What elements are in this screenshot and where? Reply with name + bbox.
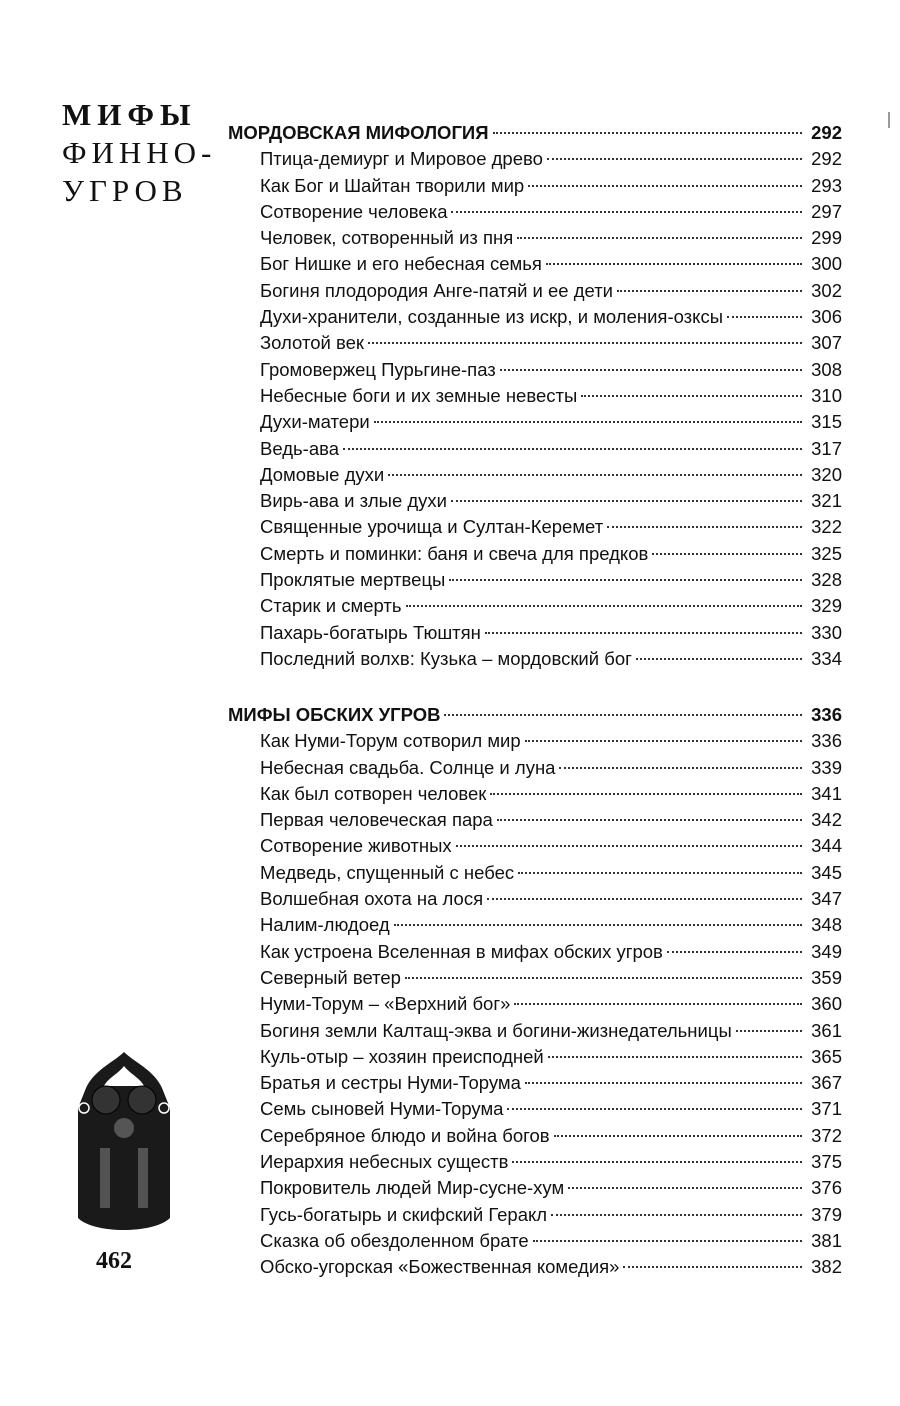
dot-leader <box>623 1266 802 1268</box>
dot-leader <box>500 369 802 371</box>
dot-leader <box>406 605 803 607</box>
toc-entry-page: 345 <box>811 861 842 883</box>
toc-entry-title: Северный ветер <box>260 966 401 988</box>
toc-entry <box>228 620 842 646</box>
toc-entry <box>228 860 842 886</box>
toc-entry-title: Смерть и поминки: баня и свеча для предков <box>260 542 649 564</box>
toc-entry-page: 299 <box>811 227 842 249</box>
toc-entry-title: Обско-угорская «Божественная комедия» <box>260 1256 620 1278</box>
toc-entry <box>228 833 842 859</box>
dot-leader <box>525 740 802 742</box>
toc-entry-page: 382 <box>811 1256 842 1278</box>
toc-entry-page: 321 <box>811 490 842 512</box>
toc-entry <box>228 436 842 462</box>
toc-entry <box>228 304 842 330</box>
dot-leader <box>405 977 802 979</box>
dot-leader <box>525 1082 802 1084</box>
toc-entry-page: 310 <box>811 384 842 406</box>
toc-entry-title: Покровитель людей Мир-сусне-хум <box>260 1177 565 1199</box>
toc-entry-title: Братья и сестры Нуми-Торума <box>260 1072 521 1094</box>
toc-entry-title: Сотворение человека <box>260 200 448 222</box>
toc-entry <box>228 1202 842 1228</box>
toc-entry-title: Богиня земли Калтащ-эква и богини-жизнедательницы <box>260 1019 732 1041</box>
toc-entry-title: Птица-демиург и Мировое древо <box>260 148 543 170</box>
toc-entry <box>228 755 842 781</box>
toc-entry-page: 344 <box>811 835 842 857</box>
toc-entry-title: Гусь-богатырь и скифский Геракл <box>260 1203 548 1225</box>
toc-entry-title: Вирь-ава и злые духи <box>260 490 447 512</box>
toc-entry-page: 381 <box>811 1229 842 1251</box>
dot-leader <box>497 819 802 821</box>
toc-entry-page: 348 <box>811 914 842 936</box>
toc-entry-title: Священные урочища и Султан-Керемет <box>260 516 604 538</box>
toc-entry-title: Старик и смерть <box>260 595 402 617</box>
toc-entry-page: 322 <box>811 516 842 538</box>
toc-entry-title: Пахарь-богатырь Тюштян <box>260 621 481 643</box>
toc-entry <box>228 567 842 593</box>
toc-entry-page: 371 <box>811 1098 842 1120</box>
toc-entry-page: 365 <box>811 1045 842 1067</box>
toc-entry-page: 347 <box>811 888 842 910</box>
toc-entry-title: Сотворение животных <box>260 835 452 857</box>
toc-entry-page: 315 <box>811 411 842 433</box>
toc-entry <box>228 1018 842 1044</box>
toc-entry-page: 336 <box>811 730 842 752</box>
toc-entry-title: Налим-людоед <box>260 914 390 936</box>
toc-entry-title: Домовые духи <box>260 463 385 485</box>
toc-entry-page: 341 <box>811 782 842 804</box>
toc-entry <box>228 781 842 807</box>
dot-leader <box>485 632 802 634</box>
toc-entry <box>228 1254 842 1280</box>
toc-entry-page: 302 <box>811 279 842 301</box>
toc-entry-page: 372 <box>811 1124 842 1146</box>
toc-entry <box>228 1044 842 1070</box>
dot-leader <box>727 316 802 318</box>
dot-leader <box>388 474 802 476</box>
toc-entry <box>228 225 842 251</box>
toc-entry-title: Семь сыновей Нуми-Торума <box>260 1098 504 1120</box>
dot-leader <box>374 421 802 423</box>
dot-leader <box>568 1187 802 1189</box>
dot-leader <box>548 1056 802 1058</box>
toc-entry-page: 329 <box>811 595 842 617</box>
dot-leader <box>444 714 802 716</box>
section-title-line-3: УГРОВ <box>62 173 188 208</box>
toc-entry-page: 293 <box>811 174 842 196</box>
toc-entry <box>228 939 842 965</box>
toc-entry <box>228 886 842 912</box>
dot-leader <box>636 658 802 660</box>
toc-entry <box>228 541 842 567</box>
dot-leader <box>487 898 802 900</box>
toc-entry-page: 367 <box>811 1072 842 1094</box>
toc-entry-page: 306 <box>811 306 842 328</box>
toc-entry <box>228 409 842 435</box>
toc-entry-page: 342 <box>811 809 842 831</box>
dot-leader <box>559 767 802 769</box>
toc-entry-title: Нуми-Торум – «Верхний бог» <box>260 993 511 1015</box>
toc-entry <box>228 251 842 277</box>
toc-entry-title: Бог Нишке и его небесная семья <box>260 253 542 275</box>
toc-entry-page: 360 <box>811 993 842 1015</box>
toc-entry <box>228 1070 842 1096</box>
toc-entry-title: Ведь-ава <box>260 437 340 459</box>
toc-section-heading <box>228 120 842 146</box>
dot-leader <box>517 237 802 239</box>
toc-entry-title: Небесная свадьба. Солнце и луна <box>260 756 556 778</box>
toc-entry-title: Медведь, спущенный с небес <box>260 861 515 883</box>
toc-entry-title: Духи-хранители, созданные из искр, и моления-озксы <box>260 306 724 328</box>
toc-entry <box>228 807 842 833</box>
page-number: 462 <box>96 1248 132 1274</box>
dot-leader <box>607 526 802 528</box>
dot-leader <box>518 872 802 874</box>
toc-entry <box>228 488 842 514</box>
dot-leader <box>554 1135 802 1137</box>
toc-entry-title: Золотой век <box>260 332 364 354</box>
toc-entry-page: 361 <box>811 1019 842 1041</box>
toc-entry <box>228 1123 842 1149</box>
toc-entry-title: Первая человеческая пара <box>260 809 493 831</box>
toc-entry <box>228 1175 842 1201</box>
toc-entry-page: 292 <box>811 122 842 143</box>
toc-entry-page: 307 <box>811 332 842 354</box>
toc-entry-title: Проклятые мертвецы <box>260 569 446 591</box>
dot-leader <box>551 1214 802 1216</box>
section-title-line-2: ФИННО- <box>62 135 217 170</box>
toc-entry-title: Богиня плодородия Анге-патяй и ее дети <box>260 279 614 301</box>
toc-entry-page: 300 <box>811 253 842 275</box>
amulet-illustration <box>64 1048 184 1238</box>
dot-leader <box>451 211 802 213</box>
toc-entry <box>228 1096 842 1122</box>
toc-entry-title: Как устроена Вселенная в мифах обских угров <box>260 940 663 962</box>
toc-entry <box>228 593 842 619</box>
toc-entry <box>228 1149 842 1175</box>
toc-entry <box>228 646 842 672</box>
dot-leader <box>546 263 802 265</box>
dot-leader <box>456 845 802 847</box>
toc-entry-page: 292 <box>811 148 842 170</box>
toc-entry-page: 379 <box>811 1203 842 1225</box>
dot-leader <box>528 185 802 187</box>
dot-leader <box>449 579 802 581</box>
toc-entry-page: 336 <box>811 704 842 725</box>
scan-mark <box>888 112 890 128</box>
toc-entry-page: 349 <box>811 940 842 962</box>
toc-entry-title: Громовержец Пурьгине-паз <box>260 358 496 380</box>
dot-leader <box>736 1030 802 1032</box>
toc-section-mordovian <box>228 120 842 672</box>
toc-entry-page: 317 <box>811 437 842 459</box>
toc-entry <box>228 357 842 383</box>
toc-entry <box>228 462 842 488</box>
toc-entry-title: Духи-матери <box>260 411 370 433</box>
toc-entry-title: МОРДОВСКАЯ МИФОЛОГИЯ <box>228 122 489 143</box>
toc-entry-title: Иерархия небесных существ <box>260 1151 509 1173</box>
toc-entry <box>228 146 842 172</box>
dot-leader <box>394 924 802 926</box>
toc-entry-title: Как Нуми-Торум сотворил мир <box>260 730 521 752</box>
toc-entry-title: Последний волхв: Кузька – мордовский бог <box>260 647 632 669</box>
dot-leader <box>667 951 802 953</box>
dot-leader <box>451 500 802 502</box>
dot-leader <box>547 158 802 160</box>
toc-entry-page: 330 <box>811 621 842 643</box>
toc-entry-page: 339 <box>811 756 842 778</box>
toc-entry-page: 359 <box>811 966 842 988</box>
dot-leader <box>652 553 802 555</box>
dot-leader <box>368 342 802 344</box>
toc-entry <box>228 199 842 225</box>
dot-leader <box>493 132 802 134</box>
toc-entry-page: 325 <box>811 542 842 564</box>
dot-leader <box>533 1240 802 1242</box>
dot-leader <box>514 1003 802 1005</box>
dot-leader <box>490 793 802 795</box>
dot-leader <box>617 290 802 292</box>
dot-leader <box>581 395 802 397</box>
toc-section-ob-ugric <box>228 702 842 1281</box>
toc-entry <box>228 965 842 991</box>
toc-entry-title: Небесные боги и их земные невесты <box>260 384 578 406</box>
dot-leader <box>343 448 802 450</box>
toc-entry <box>228 991 842 1017</box>
toc-section-heading <box>228 702 842 728</box>
toc-entry-title: Как Бог и Шайтан творили мир <box>260 174 525 196</box>
toc-entry <box>228 728 842 754</box>
toc-entry-title: Волшебная охота на лося <box>260 888 484 910</box>
toc-entry-page: 297 <box>811 200 842 222</box>
toc-entry <box>228 330 842 356</box>
toc-entry-page: 334 <box>811 647 842 669</box>
toc-entry-page: 376 <box>811 1177 842 1199</box>
section-title <box>62 96 216 210</box>
toc-entry-page: 375 <box>811 1151 842 1173</box>
toc-entry-title: Серебряное блюдо и война богов <box>260 1124 550 1146</box>
dot-leader <box>512 1161 802 1163</box>
toc-entry <box>228 514 842 540</box>
dot-leader <box>507 1108 802 1110</box>
section-title-line-1: МИФЫ <box>62 97 197 132</box>
toc-entry-page: 308 <box>811 358 842 380</box>
toc-entry <box>228 383 842 409</box>
toc-entry <box>228 278 842 304</box>
toc-entry-title: Человек, сотворенный из пня <box>260 227 514 249</box>
toc-entry-title: Куль-отыр – хозяин преисподней <box>260 1045 544 1067</box>
toc-entry <box>228 1228 842 1254</box>
toc-entry <box>228 173 842 199</box>
toc-entry-title: МИФЫ ОБСКИХ УГРОВ <box>228 704 441 725</box>
toc-entry-page: 320 <box>811 463 842 485</box>
toc-entry-title: Как был сотворен человек <box>260 782 487 804</box>
toc-entry <box>228 912 842 938</box>
toc-entry-title: Сказка об обездоленном брате <box>260 1229 529 1251</box>
toc-entry-page: 328 <box>811 569 842 591</box>
